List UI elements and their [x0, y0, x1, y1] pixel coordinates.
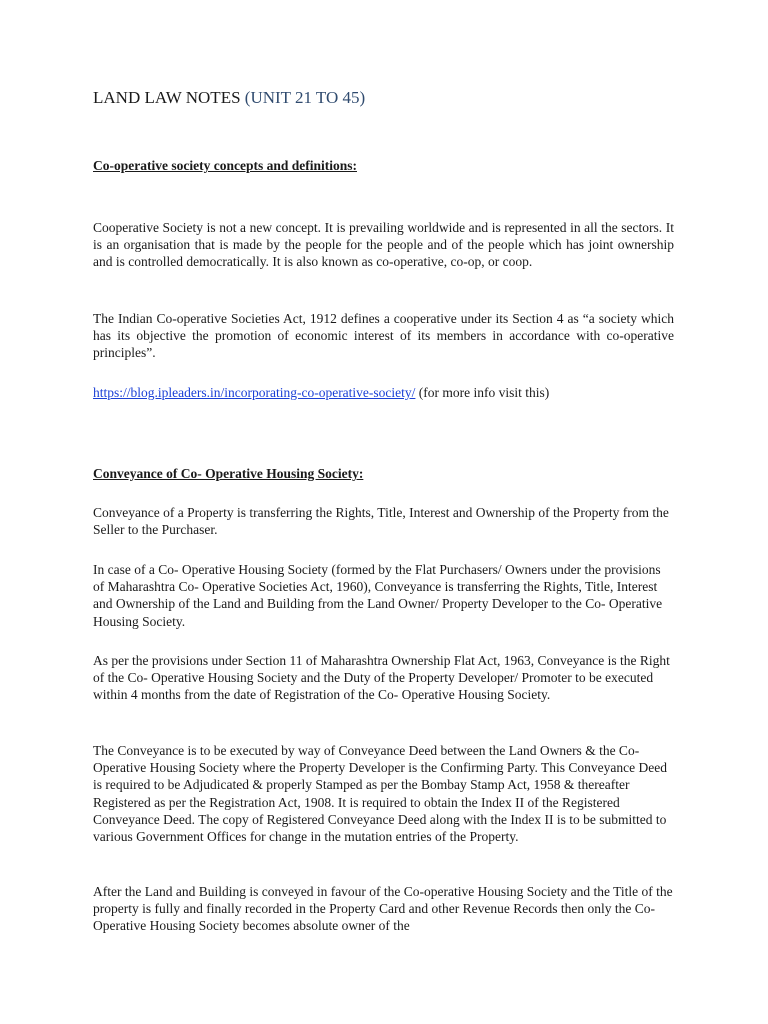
document-title — [93, 88, 365, 108]
paragraph-cooperative-intro: Cooperative Society is not a new concept. It is prevailing worldwide and is represented in all the sectors. It is an organisation that is made by the people for the people and of the people which has joint ownership and is controlled democratically. It is also known as co-operative, co-op, or coop. — [93, 220, 674, 270]
section-heading-conveyance: Conveyance of Co- Operative Housing Society: — [93, 466, 364, 481]
paragraph-section-11: As per the provisions under Section 11 of Maharashtra Ownership Flat Act, 1963, Conveyance is the Right of the Co- Operative Housing Society and the Duty of the Property Developer/ Promoter to be executed within 4 months from the date of Registration of the Co- Operative Housing Society. — [93, 653, 670, 703]
paragraph-conveyance-deed: The Conveyance is to be executed by way of Conveyance Deed between the Land Owners & the Co- Operative Housing Society where the Property Developer is the Confirming Party. This Conveyance Deed is required to be Adjudicated & properly Stamped as per the Bombay Stamp Act, 1958 & thereafter Registered as per the Registration Act, 1908. It is required to obtain the Index II of the Registered Conveyance Deed. The copy of Registered Conveyance Deed along with the Index II is to be submitted to various Government Offices for change in the mutation entries of the Property. — [93, 743, 667, 845]
reference-suffix: (for more info visit this) — [415, 385, 550, 400]
title-unit: (UNIT 21 TO 45) — [244, 88, 366, 107]
section-heading-cooperative-concepts: Co-operative society concepts and definitions: — [93, 158, 357, 173]
title-main: LAND LAW NOTES — [93, 88, 241, 107]
paragraph-conveyance-definition: Conveyance of a Property is transferring the Rights, Title, Interest and Ownership of the Property from the Seller to the Purchaser. — [93, 505, 669, 538]
paragraph-absolute-owner: After the Land and Building is conveyed in favour of the Co-operative Housing Society and the Title of the property is fully and finally recorded in the Property Card and other Revenue Records then only the Co- Operative Housing Society becomes absolute owner of the — [93, 884, 673, 934]
paragraph-societies-act: The Indian Co-operative Societies Act, 1912 defines a cooperative under its Section 4 as “a society which has its objective the promotion of economic interest of its members in accordance with co-operative principles”. — [93, 311, 674, 361]
ipleaders-link[interactable]: https://blog.ipleaders.in/incorporating-co-operative-society/ — [93, 385, 416, 400]
paragraph-conveyance-chs: In case of a Co- Operative Housing Society (formed by the Flat Purchasers/ Owners under the provisions of Maharashtra Co- Operative Societies Act, 1960), Conveyance is transferring the Rights, Title, Interest and Ownership of the Land and Building from the Land Owner/ Property Developer to the Co- Operative Housing Society. — [93, 562, 663, 629]
reference-line — [93, 384, 674, 401]
